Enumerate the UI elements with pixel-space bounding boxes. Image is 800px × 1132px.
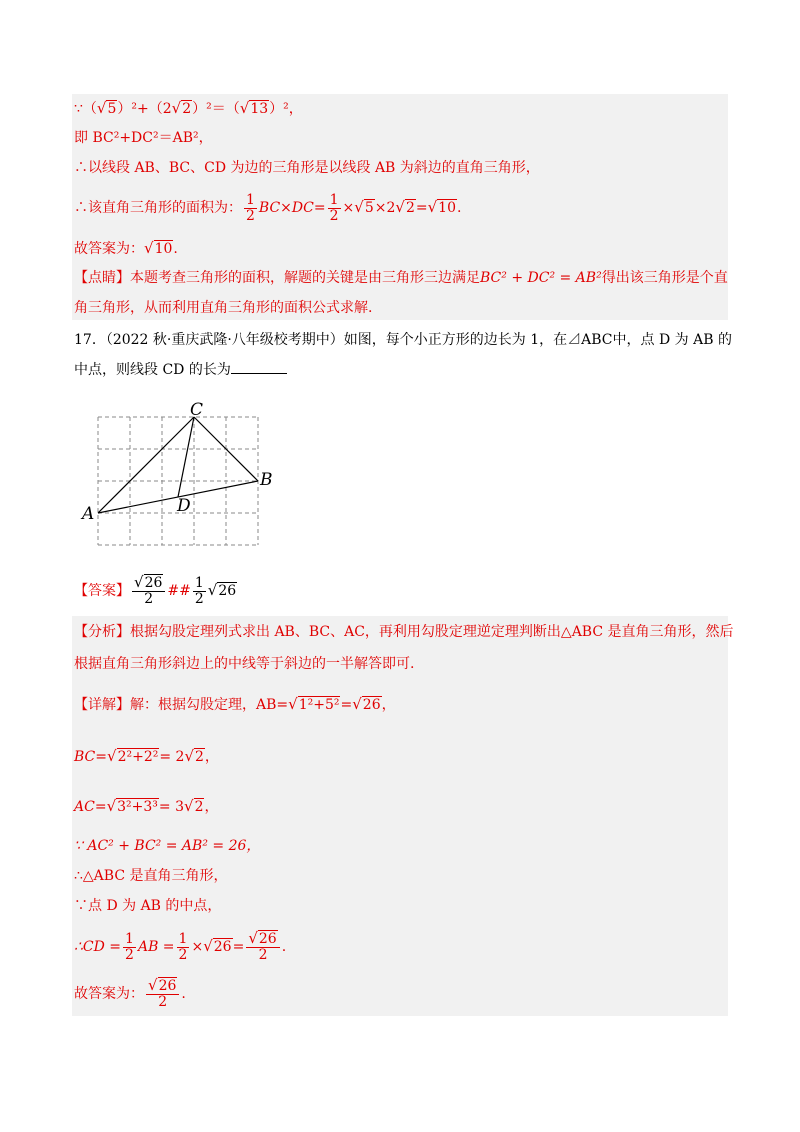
question-stem-line-2: 中点，则线段 CD 的长为 xyxy=(74,360,287,380)
segment-cd xyxy=(178,417,194,497)
label-c: C xyxy=(190,400,204,420)
detail-line-6: ∵点 D 为 AB 的中点， xyxy=(74,898,222,914)
label-d: D xyxy=(177,496,191,516)
question-stem-line-1: 17．（2022 秋·重庆武隆·八年级校考期中）如图，每个小正方形的边长为 1，在⊿ABC中，点 D 为 AB 的 xyxy=(74,332,732,348)
answer-line: 【答案】 $\frac{√26}{2}$ ## $\frac{1}{2}$ √26 xyxy=(74,573,237,607)
detail-line-4: ∵ AC² + BC² = AB² = 26， xyxy=(74,838,261,854)
prev-line-5: 故答案为：√10. xyxy=(74,239,178,257)
prev-line-7: 角三角形，从而利用直角三角形的面积公式求解. xyxy=(74,300,373,316)
detail-line-3: AC=√3²+3³= 3√2， xyxy=(74,797,219,815)
label-b: B xyxy=(260,470,273,490)
detail-line-2: BC=√2²+2²= 2√2， xyxy=(74,747,219,765)
prev-line-3: ∴以线段 AB、BC、CD 为边的三角形是以线段 AB 为斜边的直角三角形， xyxy=(74,160,540,176)
detail-line-5: ∴△ABC 是直角三角形， xyxy=(74,868,228,884)
grid-figure xyxy=(80,395,290,555)
analysis-line-1: 【分析】根据勾股定理列式求出 AB、BC、AC，再利用勾股定理逆定理判断出△ABC 是直角三角形，然后 xyxy=(74,624,734,640)
prev-line-2: 即 BC²+DC²＝AB²， xyxy=(74,130,213,146)
prev-line-4: ∴该直角三角形的面积为： $\frac{1}{2}$ BC×DC= $\frac{1}{2}$ ×√5×2√2=√10. xyxy=(74,191,462,224)
analysis-line-2: 根据直角三角形斜边上的中线等于斜边的一半解答即可. xyxy=(74,656,415,672)
answer-blank xyxy=(231,361,287,374)
prev-line-1: ∵（√5）²+（2√2）²＝（√13）²， xyxy=(74,99,303,117)
final-answer-line: 故答案为： $\frac{√26}{2}$ . xyxy=(74,976,186,1010)
detail-line-7: ∴CD = $\frac{1}{2}$ AB = $\frac{1}{2}$ ×√26= $\frac{√26}{2}$ . xyxy=(74,929,287,963)
prev-line-6: 【点睛】本题考查三角形的面积，解题的关键是由三角形三边满足BC² + DC² = AB²得出该三角形是个直 xyxy=(74,270,728,286)
label-a: A xyxy=(82,504,95,524)
detail-line-1: 【详解】解：根据勾股定理，AB=√1²+5²=√26， xyxy=(74,695,396,713)
grid-lines xyxy=(98,417,258,545)
